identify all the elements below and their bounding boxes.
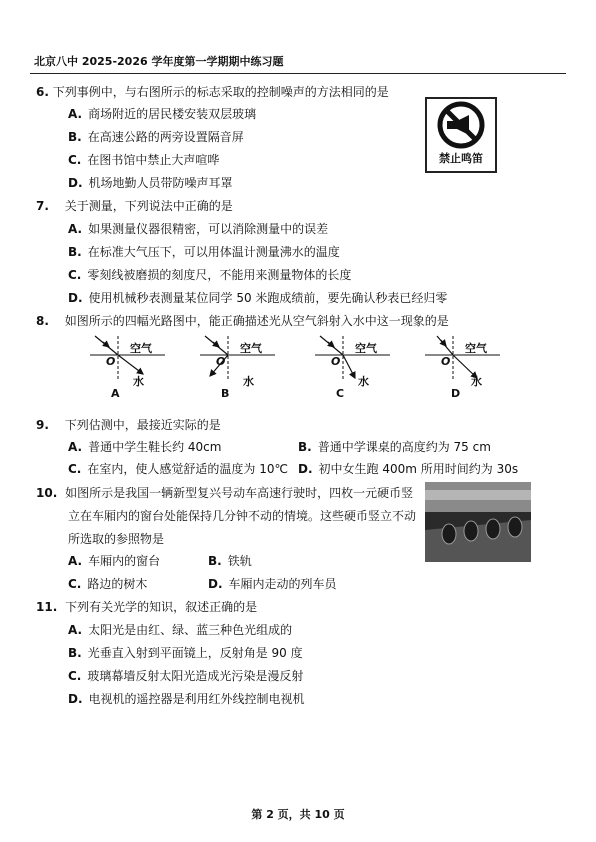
diagram-a bbox=[90, 336, 165, 379]
q7-option-a[interactable]: A. 如果测量仪器很精密，可以消除测量中的误差 bbox=[68, 222, 329, 236]
diagram-a-air-label: 空气 bbox=[130, 342, 152, 355]
question-6-text: 下列事例中，与右图所示的标志采取的控制噪声的方法相同的是 bbox=[52, 85, 389, 99]
q7-option-c[interactable]: C. 零刻线被磨损的刻度尺，不能用来测量物体的长度 bbox=[68, 268, 352, 282]
page-header-title: 北京八中 2025-2026 学年度第一学期期中练习题 bbox=[34, 55, 284, 68]
q11-option-a[interactable]: A. 太阳光是由红、绿、蓝三种色光组成的 bbox=[68, 623, 293, 637]
header-divider bbox=[30, 73, 566, 74]
diagram-b-water-label: 水 bbox=[243, 375, 254, 388]
diagram-c-origin: O bbox=[331, 355, 341, 368]
sign-caption: 禁止鸣笛 bbox=[439, 152, 483, 165]
question-7-stem bbox=[36, 197, 233, 214]
q6-option-c[interactable]: C. 在图书馆中禁止大声喧哗 bbox=[68, 153, 220, 167]
diagram-a-letter[interactable]: A bbox=[111, 387, 120, 400]
diagram-c-letter[interactable]: C bbox=[336, 387, 345, 400]
q10-option-d[interactable]: D. 车厢内走动的列车员 bbox=[208, 577, 337, 591]
diagram-d-water-label: 水 bbox=[471, 375, 482, 388]
coins-on-windowsill-image bbox=[425, 482, 531, 562]
question-11-number: 11. bbox=[36, 600, 58, 614]
diagram-b-letter[interactable]: B bbox=[221, 387, 230, 400]
q6-option-d[interactable]: D. 机场地勤人员带防噪声耳罩 bbox=[68, 176, 233, 190]
train-window-coins-photo bbox=[425, 482, 531, 562]
question-8-text: 如图所示的四幅光路图中，能正确描述光从空气斜射入水中这一现象的是 bbox=[64, 314, 449, 328]
diagram-d-air-label: 空气 bbox=[465, 342, 487, 355]
question-11-text: 下列有关光学的知识，叙述正确的是 bbox=[65, 600, 258, 614]
q10-option-a[interactable]: A. 车厢内的窗台 bbox=[68, 554, 161, 568]
q11-option-d[interactable]: D. 电视机的遥控器是利用红外线控制电视机 bbox=[68, 692, 305, 706]
page-footer: 第 2 页，共 10 页 bbox=[251, 808, 345, 821]
q7-option-b[interactable]: B. 在标准大气压下，可以用体温计测量沸水的温度 bbox=[68, 245, 340, 259]
question-10-number: 10. bbox=[36, 486, 58, 500]
no-horn-icon bbox=[427, 99, 495, 151]
q9-option-d[interactable]: D. 初中女生跑 400m 所用时间约为 30s bbox=[298, 462, 519, 476]
diagram-c-water-label: 水 bbox=[358, 375, 369, 388]
diagram-a-water-label: 水 bbox=[133, 375, 144, 388]
question-7-number: 7. bbox=[36, 199, 49, 213]
q6-option-a[interactable]: A. 商场附近的居民楼安装双层玻璃 bbox=[68, 107, 257, 121]
diagram-c-air-label: 空气 bbox=[355, 342, 377, 355]
diagram-d-letter[interactable]: D bbox=[451, 387, 461, 400]
question-10-stem-line-1: 10. 如图所示是我国一辆新型复兴号动车高速行驶时，四枚一元硬币竖 bbox=[36, 486, 414, 500]
question-6-stem bbox=[36, 83, 389, 100]
diagram-d-origin: O bbox=[441, 355, 451, 368]
diagram-a-origin: O bbox=[106, 355, 116, 368]
q7-option-d[interactable]: D. 使用机械秒表测量某位同学 50 米跑成绩前，要先确认秒表已经归零 bbox=[68, 291, 448, 305]
q6-option-b[interactable]: B. 在高速公路的两旁设置隔音屏 bbox=[68, 130, 244, 144]
q9-option-a[interactable]: A. 普通中学生鞋长约 40cm bbox=[68, 440, 222, 454]
diagram-b-air-label: 空气 bbox=[240, 342, 262, 355]
question-8-number: 8. bbox=[36, 314, 49, 328]
question-10-stem-line-2: 立在车厢内的窗台处能保持几分钟不动的情境。这些硬币竖立不动 bbox=[68, 509, 417, 523]
q11-option-b[interactable]: B. 光垂直入射到平面镜上，反射角是 90 度 bbox=[68, 646, 303, 660]
question-7-text: 关于测量，下列说法中正确的是 bbox=[64, 199, 233, 213]
q10-option-b[interactable]: B. 铁轨 bbox=[208, 554, 252, 568]
question-11-stem bbox=[36, 598, 257, 615]
diagram-b-origin: O bbox=[216, 355, 226, 368]
question-8-stem bbox=[36, 312, 449, 329]
question-9-stem bbox=[36, 416, 221, 433]
q10-option-c[interactable]: C. 路边的树木 bbox=[68, 577, 148, 591]
q9-option-c[interactable]: C. 在室内，使人感觉舒适的温度为 10℃ bbox=[68, 462, 288, 476]
question-6-number: 6. bbox=[36, 85, 49, 99]
question-9-number: 9. bbox=[36, 418, 49, 432]
diagram-b bbox=[200, 336, 275, 379]
q9-option-b[interactable]: B. 普通中学课桌的高度约为 75 cm bbox=[298, 440, 491, 454]
question-10-stem-line-3: 所选取的参照物是 bbox=[68, 532, 165, 546]
diagram-c bbox=[315, 336, 390, 379]
diagram-d bbox=[425, 336, 500, 379]
question-9-text: 下列估测中，最接近实际的是 bbox=[64, 418, 221, 432]
q11-option-c[interactable]: C. 玻璃幕墙反射太阳光造成光污染是漫反射 bbox=[68, 669, 304, 683]
